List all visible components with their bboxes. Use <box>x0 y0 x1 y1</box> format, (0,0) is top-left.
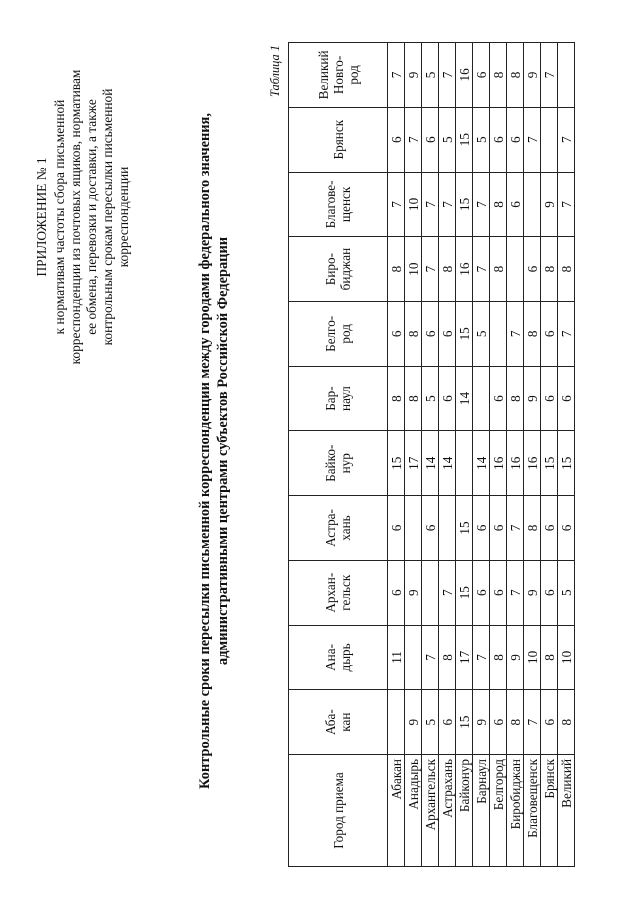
table-cell: 8 <box>558 690 575 755</box>
table-cell: 8 <box>524 301 541 366</box>
table-cell: 6 <box>507 172 524 237</box>
table-cell <box>507 237 524 302</box>
table-cell: 6 <box>490 107 507 172</box>
table-cell: 5 <box>422 690 439 755</box>
row-city-cell: Анадырь <box>405 755 422 867</box>
table-cell <box>422 560 439 625</box>
appendix-line: к нормативам частоты сбора письменной <box>52 99 67 335</box>
table-cell: 7 <box>473 237 490 302</box>
table-cell: 8 <box>507 690 524 755</box>
document-title <box>196 47 232 855</box>
table-cell: 9 <box>405 690 422 755</box>
delivery-time-table <box>288 42 575 867</box>
column-header: Бар- наул <box>289 366 388 431</box>
column-header: Белго- род <box>289 301 388 366</box>
table-row <box>507 43 524 867</box>
table-cell: 10 <box>524 625 541 690</box>
table-cell: 6 <box>507 107 524 172</box>
table-cell: 9 <box>524 43 541 108</box>
table-cell: 16 <box>507 431 524 496</box>
table-cell: 9 <box>405 560 422 625</box>
table-cell: 8 <box>388 237 405 302</box>
table-label: Таблица 1 <box>268 45 282 97</box>
table-cell: 14 <box>422 431 439 496</box>
table-cell: 17 <box>405 431 422 496</box>
table-cell: 7 <box>405 107 422 172</box>
table-cell: 8 <box>541 237 558 302</box>
table-cell: 15 <box>456 301 473 366</box>
column-header: Брянск <box>289 107 388 172</box>
table-cell: 7 <box>524 690 541 755</box>
table-row <box>524 43 541 867</box>
table-cell: 7 <box>558 107 575 172</box>
appendix-header <box>34 41 132 393</box>
table-cell: 15 <box>558 431 575 496</box>
table-cell: 6 <box>422 301 439 366</box>
appendix-line: корреспонденции <box>116 166 131 268</box>
table-row <box>388 43 405 867</box>
table-cell: 7 <box>473 625 490 690</box>
column-header: Благове- щенск <box>289 172 388 237</box>
table-cell: 14 <box>473 431 490 496</box>
table-cell: 6 <box>490 690 507 755</box>
table-cell <box>388 690 405 755</box>
row-city-cell: Архангельск <box>422 755 439 867</box>
table-cell: 15 <box>388 431 405 496</box>
table-cell: 8 <box>405 366 422 431</box>
table-cell: 8 <box>541 625 558 690</box>
table-cell: 7 <box>558 172 575 237</box>
table-cell: 8 <box>439 237 456 302</box>
appendix-line: корреспонденции из почтовых ящиков, нормативам <box>68 69 83 365</box>
table-cell: 15 <box>456 690 473 755</box>
table-cell: 16 <box>456 43 473 108</box>
table-cell: 6 <box>439 301 456 366</box>
table-cell: 7 <box>507 301 524 366</box>
table-cell: 7 <box>422 172 439 237</box>
table-cell: 7 <box>473 172 490 237</box>
table-cell <box>558 43 575 108</box>
table-cell: 6 <box>541 560 558 625</box>
row-city-cell: Абакан <box>388 755 405 867</box>
table-cell: 7 <box>388 43 405 108</box>
table-cell: 6 <box>473 560 490 625</box>
table-cell: 7 <box>507 496 524 561</box>
row-city-cell: Великий <box>558 755 575 867</box>
table-cell: 10 <box>558 625 575 690</box>
table-cell: 8 <box>405 301 422 366</box>
table-cell: 8 <box>507 366 524 431</box>
row-city-cell: Барнаул <box>473 755 490 867</box>
table-cell: 6 <box>490 366 507 431</box>
table-cell: 8 <box>490 172 507 237</box>
table-row <box>541 43 558 867</box>
table-row <box>405 43 422 867</box>
table-cell: 8 <box>558 237 575 302</box>
table-cell: 8 <box>388 366 405 431</box>
table-cell: 8 <box>507 43 524 108</box>
table-cell: 6 <box>490 560 507 625</box>
table-cell: 15 <box>456 107 473 172</box>
table-cell: 9 <box>507 625 524 690</box>
table-cell: 6 <box>439 690 456 755</box>
table-cell: 7 <box>422 237 439 302</box>
table-cell: 7 <box>558 301 575 366</box>
table-cell: 7 <box>541 43 558 108</box>
table-cell <box>405 496 422 561</box>
table-cell: 8 <box>490 237 507 302</box>
appendix-line: контрольным срокам пересылки письменной <box>100 88 115 346</box>
column-header: Аба- кан <box>289 690 388 755</box>
table-cell: 7 <box>524 107 541 172</box>
table-cell: 7 <box>439 560 456 625</box>
table-cell: 7 <box>422 625 439 690</box>
column-header: Биро- биджан <box>289 237 388 302</box>
table-cell: 5 <box>473 301 490 366</box>
table-cell: 9 <box>524 366 541 431</box>
table-cell: 6 <box>524 237 541 302</box>
column-header: Великий Новго- род <box>289 43 388 108</box>
header-corner-cell: Город приема <box>289 755 388 867</box>
table-cell: 8 <box>524 496 541 561</box>
table-cell: 6 <box>388 560 405 625</box>
table-cell: 9 <box>524 560 541 625</box>
table-cell: 5 <box>422 43 439 108</box>
table-cell: 14 <box>439 431 456 496</box>
table-cell: 6 <box>541 496 558 561</box>
row-city-cell: Астрахань <box>439 755 456 867</box>
table-cell: 6 <box>558 496 575 561</box>
table-row <box>490 43 507 867</box>
table-cell: 11 <box>388 625 405 690</box>
title-line: Контрольные сроки пересылки письменной корреспонденции между городами федерального значения, <box>197 113 213 789</box>
table-cell: 15 <box>456 560 473 625</box>
table-cell: 9 <box>541 172 558 237</box>
column-header: Ана- дырь <box>289 625 388 690</box>
table-cell: 6 <box>388 107 405 172</box>
table-cell: 16 <box>456 237 473 302</box>
appendix-title: ПРИЛОЖЕНИЕ № 1 <box>34 157 49 277</box>
table-cell <box>473 366 490 431</box>
title-line: административными центрами субъектов Российской Федерации <box>215 236 231 666</box>
column-header: Архан- гельск <box>289 560 388 625</box>
table-cell: 16 <box>490 431 507 496</box>
table-cell: 8 <box>439 625 456 690</box>
table-cell: 10 <box>405 172 422 237</box>
table-cell: 17 <box>456 625 473 690</box>
table-row <box>473 43 490 867</box>
table-cell: 6 <box>541 366 558 431</box>
table-cell: 15 <box>541 431 558 496</box>
column-header: Астра- хань <box>289 496 388 561</box>
table-cell: 5 <box>439 107 456 172</box>
table-cell: 15 <box>456 172 473 237</box>
table-cell: 7 <box>439 172 456 237</box>
table-cell <box>405 625 422 690</box>
table-cell: 5 <box>473 107 490 172</box>
table-cell: 6 <box>473 496 490 561</box>
table-cell <box>541 107 558 172</box>
row-city-cell: Благовещенск <box>524 755 541 867</box>
table-cell: 10 <box>405 237 422 302</box>
table-cell: 6 <box>422 107 439 172</box>
table-cell <box>490 301 507 366</box>
table-cell: 9 <box>405 43 422 108</box>
table-row <box>456 43 473 867</box>
table-cell: 6 <box>422 496 439 561</box>
table-cell: 9 <box>473 690 490 755</box>
table-cell: 8 <box>490 43 507 108</box>
table-header-row <box>289 43 388 867</box>
row-city-cell: Брянск <box>541 755 558 867</box>
table-cell <box>439 496 456 561</box>
table-cell: 8 <box>490 625 507 690</box>
table-cell <box>524 172 541 237</box>
table-cell: 16 <box>524 431 541 496</box>
table-cell: 7 <box>507 560 524 625</box>
table-cell: 5 <box>422 366 439 431</box>
appendix-line: ее обмена, перевозки и доставки, а также <box>84 99 99 335</box>
table-cell: 6 <box>388 301 405 366</box>
table-cell: 6 <box>388 496 405 561</box>
table-cell: 6 <box>490 496 507 561</box>
table-row <box>439 43 456 867</box>
table-cell: 14 <box>456 366 473 431</box>
row-city-cell: Биробиджан <box>507 755 524 867</box>
table-cell: 6 <box>541 690 558 755</box>
column-header: Байко- нур <box>289 431 388 496</box>
table-cell: 7 <box>439 43 456 108</box>
table-row <box>558 43 575 867</box>
table-row <box>422 43 439 867</box>
table-cell: 7 <box>388 172 405 237</box>
table-body <box>388 43 575 867</box>
table-cell: 5 <box>558 560 575 625</box>
row-city-cell: Байконур <box>456 755 473 867</box>
table-cell: 15 <box>456 496 473 561</box>
row-city-cell: Белгород <box>490 755 507 867</box>
table-cell: 6 <box>473 43 490 108</box>
table-cell: 6 <box>439 366 456 431</box>
table-cell: 6 <box>558 366 575 431</box>
table-cell: 6 <box>541 301 558 366</box>
table-cell <box>456 431 473 496</box>
